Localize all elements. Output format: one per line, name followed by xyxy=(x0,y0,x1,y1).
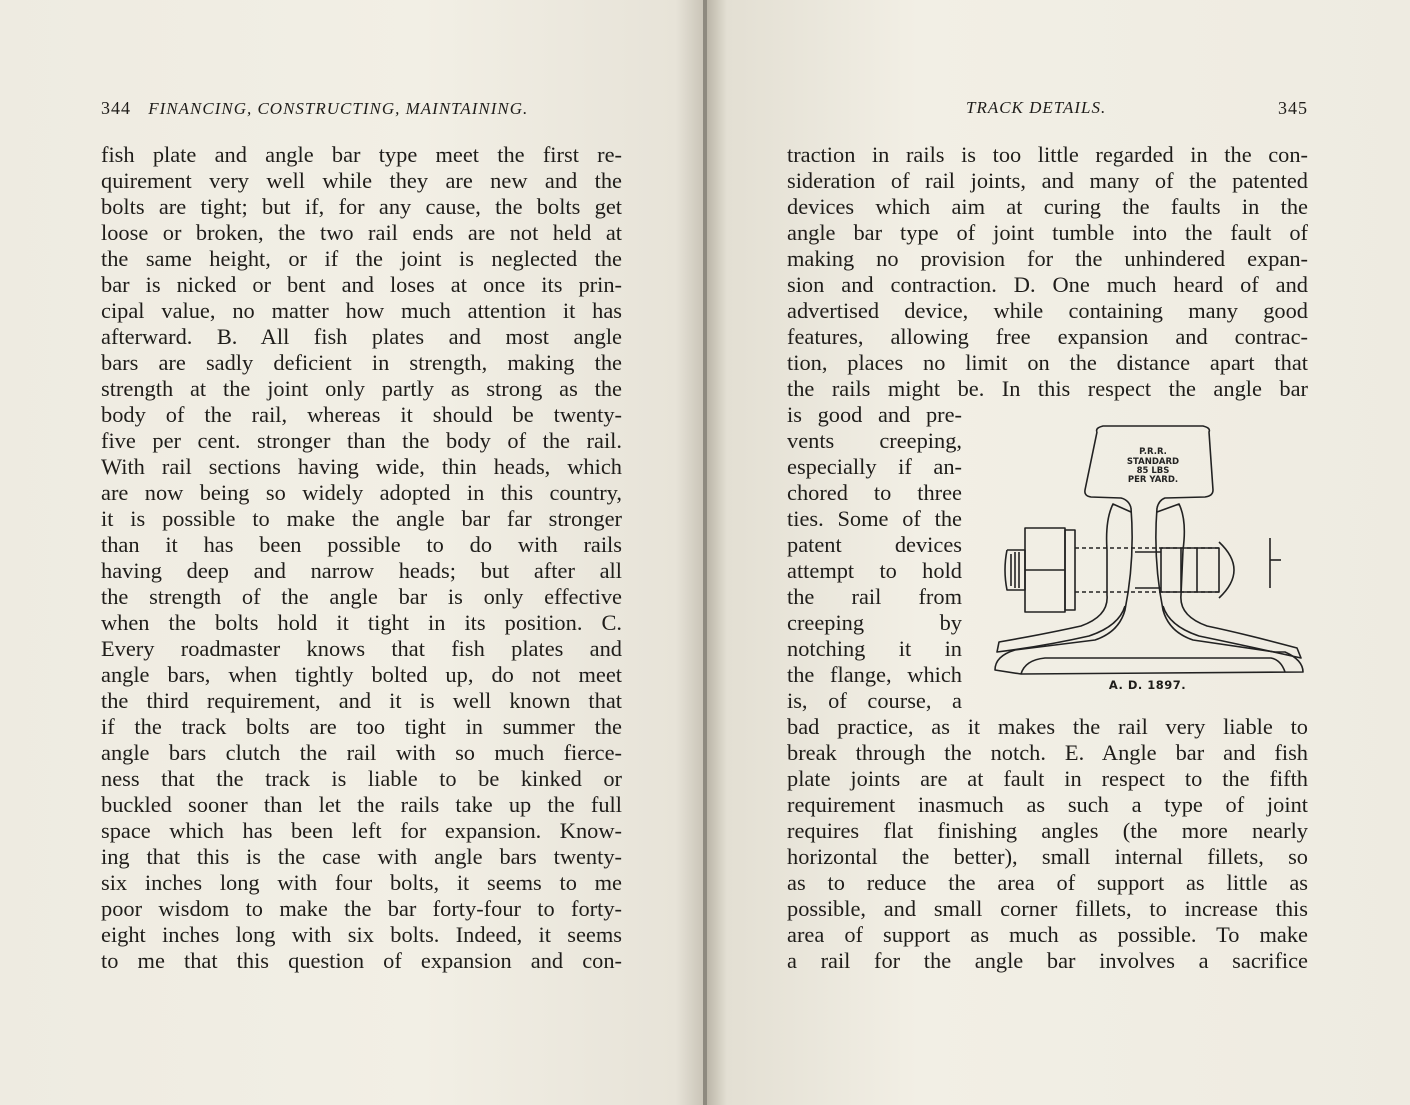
text-line: than it has been possible to do with rails xyxy=(101,532,622,557)
text-line: possible, and small corner fillets, to increase this xyxy=(787,896,1308,921)
text-line: if the track bolts are too tight in summer the xyxy=(101,714,622,739)
text-line: creeping by xyxy=(787,610,962,635)
book-gutter xyxy=(703,0,707,1105)
figure-label-2: STANDARD xyxy=(1126,457,1180,467)
text-line: angle bars, when tightly bolted up, do not meet xyxy=(101,662,622,687)
left-body-text xyxy=(101,142,622,974)
text-line: patent devices xyxy=(787,532,962,557)
text-line: the flange, which xyxy=(787,662,962,687)
bolt-shank xyxy=(1075,548,1221,592)
text-line: body of the rail, whereas it should be twenty- xyxy=(101,402,622,427)
text-line: angle bars clutch the rail with so much fierce- xyxy=(101,740,622,765)
figure-caption: A. D. 1897. xyxy=(1108,678,1187,692)
text-line: is, of course, a xyxy=(787,688,962,713)
right-page-header xyxy=(966,98,1308,124)
text-line: vents creeping, xyxy=(787,428,962,453)
text-line: the same height, or if the joint is neglected the xyxy=(101,246,622,271)
text-line: it is possible to make the angle bar far stronger xyxy=(101,506,622,531)
text-line: the strength of the angle bar is only effective xyxy=(101,584,622,609)
text-line: horizontal the better), small internal fillets, so xyxy=(787,844,1308,869)
text-line: break through the notch. E. Angle bar and fish xyxy=(787,740,1308,765)
text-line: cipal value, no matter how much attention it has xyxy=(101,298,622,323)
text-line: sion and contraction. D. One much heard of and xyxy=(787,272,1308,297)
rail-joint-drawing xyxy=(985,420,1310,676)
rail-head-left xyxy=(1085,432,1131,508)
text-line: notching it in xyxy=(787,636,962,661)
figure-label-1: P.R.R. xyxy=(1139,447,1167,457)
text-line: afterward. B. All fish plates and most angle xyxy=(101,324,622,349)
text-line: eight inches long with six bolts. Indeed, it seems xyxy=(101,922,622,947)
text-line: sideration of rail joints, and many of the patented xyxy=(787,168,1308,193)
text-line: Every roadmaster knows that fish plates and xyxy=(101,636,622,661)
right-page-number: 345 xyxy=(1278,98,1308,118)
text-line: poor wisdom to make the bar forty-four to forty- xyxy=(101,896,622,921)
rail-joint-figure xyxy=(985,420,1310,702)
bolt-head xyxy=(1219,542,1234,598)
text-line: a rail for the angle bar involves a sacrifice xyxy=(787,948,1308,973)
figure-label-3: 85 LBS xyxy=(1136,466,1170,476)
text-line: as to reduce the area of support as little as xyxy=(787,870,1308,895)
text-line: bars are sadly deficient in strength, making the xyxy=(101,350,622,375)
text-line: strength at the joint only partly as strong as the xyxy=(101,376,622,401)
text-line: area of support as much as possible. To make xyxy=(787,922,1308,947)
text-line: bar is nicked or bent and loses at once its prin- xyxy=(101,272,622,297)
right-body-text-top xyxy=(787,142,1308,402)
text-line: bad practice, as it makes the rail very liable to xyxy=(787,714,1308,739)
right-body-text-bottom xyxy=(787,714,1308,974)
right-body-text-wrap xyxy=(787,402,962,714)
text-line: ties. Some of the xyxy=(787,506,962,531)
text-line: especially if an- xyxy=(787,454,962,479)
text-line: advertised device, while containing many good xyxy=(787,298,1308,323)
text-line: is good and pre- xyxy=(787,402,962,427)
text-line: the third requirement, and it is well known that xyxy=(101,688,622,713)
text-line: bolts are tight; but if, for any cause, the bolts get xyxy=(101,194,622,219)
text-line: plate joints are at fault in respect to the fifth xyxy=(787,766,1308,791)
text-line: when the bolts hold it tight in its position. C. xyxy=(101,610,622,635)
text-line: requires flat finishing angles (the more nearly xyxy=(787,818,1308,843)
rail-base xyxy=(995,650,1303,674)
angle-bar-right xyxy=(1157,504,1301,658)
text-line: to me that this question of expansion and con- xyxy=(101,948,622,973)
text-line: loose or broken, the two rail ends are not held at xyxy=(101,220,622,245)
left-running-head: FINANCING, CONSTRUCTING, MAINTAINING. xyxy=(148,99,529,118)
text-line: ing that this is the case with angle bars twenty- xyxy=(101,844,622,869)
text-line: are now being so widely adopted in this country, xyxy=(101,480,622,505)
text-line: six inches long with four bolts, it seems to me xyxy=(101,870,622,895)
text-line: the rail from xyxy=(787,584,962,609)
text-line: the rails might be. In this respect the angle bar xyxy=(787,376,1308,401)
bolt-head-block xyxy=(1161,548,1219,592)
text-line: traction in rails is too little regarded in the con- xyxy=(787,142,1308,167)
text-line: angle bar type of joint tumble into the fault of xyxy=(787,220,1308,245)
figure-label-4: PER YARD. xyxy=(1127,475,1179,485)
text-line: fish plate and angle bar type meet the first re- xyxy=(101,142,622,167)
text-line: five per cent. stronger than the body of the rail. xyxy=(101,428,622,453)
rail-web-right xyxy=(1156,508,1275,652)
right-running-head: TRACK DETAILS. xyxy=(966,98,1107,117)
text-line: buckled sooner than let the rails take up the full xyxy=(101,792,622,817)
text-line: making no provision for the unhindered expan- xyxy=(787,246,1308,271)
text-line: space which has been left for expansion. Know- xyxy=(101,818,622,843)
text-line: devices which aim at curing the faults in the xyxy=(787,194,1308,219)
rail-base-inner xyxy=(1021,658,1285,674)
text-line: ness that the track is liable to be kinked or xyxy=(101,766,622,791)
text-line: With rail sections having wide, thin heads, which xyxy=(101,454,622,479)
text-line: requirement inasmuch as such a type of joint xyxy=(787,792,1308,817)
text-line: attempt to hold xyxy=(787,558,962,583)
left-page-header xyxy=(101,98,621,124)
text-line: having deep and narrow heads; but after all xyxy=(101,558,622,583)
angle-bar-left xyxy=(997,504,1131,652)
text-line: tion, places no limit on the distance apart that xyxy=(787,350,1308,375)
left-page-number: 344 xyxy=(101,98,131,118)
text-line: features, allowing free expansion and contrac- xyxy=(787,324,1308,349)
text-line: chored to three xyxy=(787,480,962,505)
text-line: quirement very well while they are new and the xyxy=(101,168,622,193)
bolt-washer xyxy=(1065,530,1075,610)
